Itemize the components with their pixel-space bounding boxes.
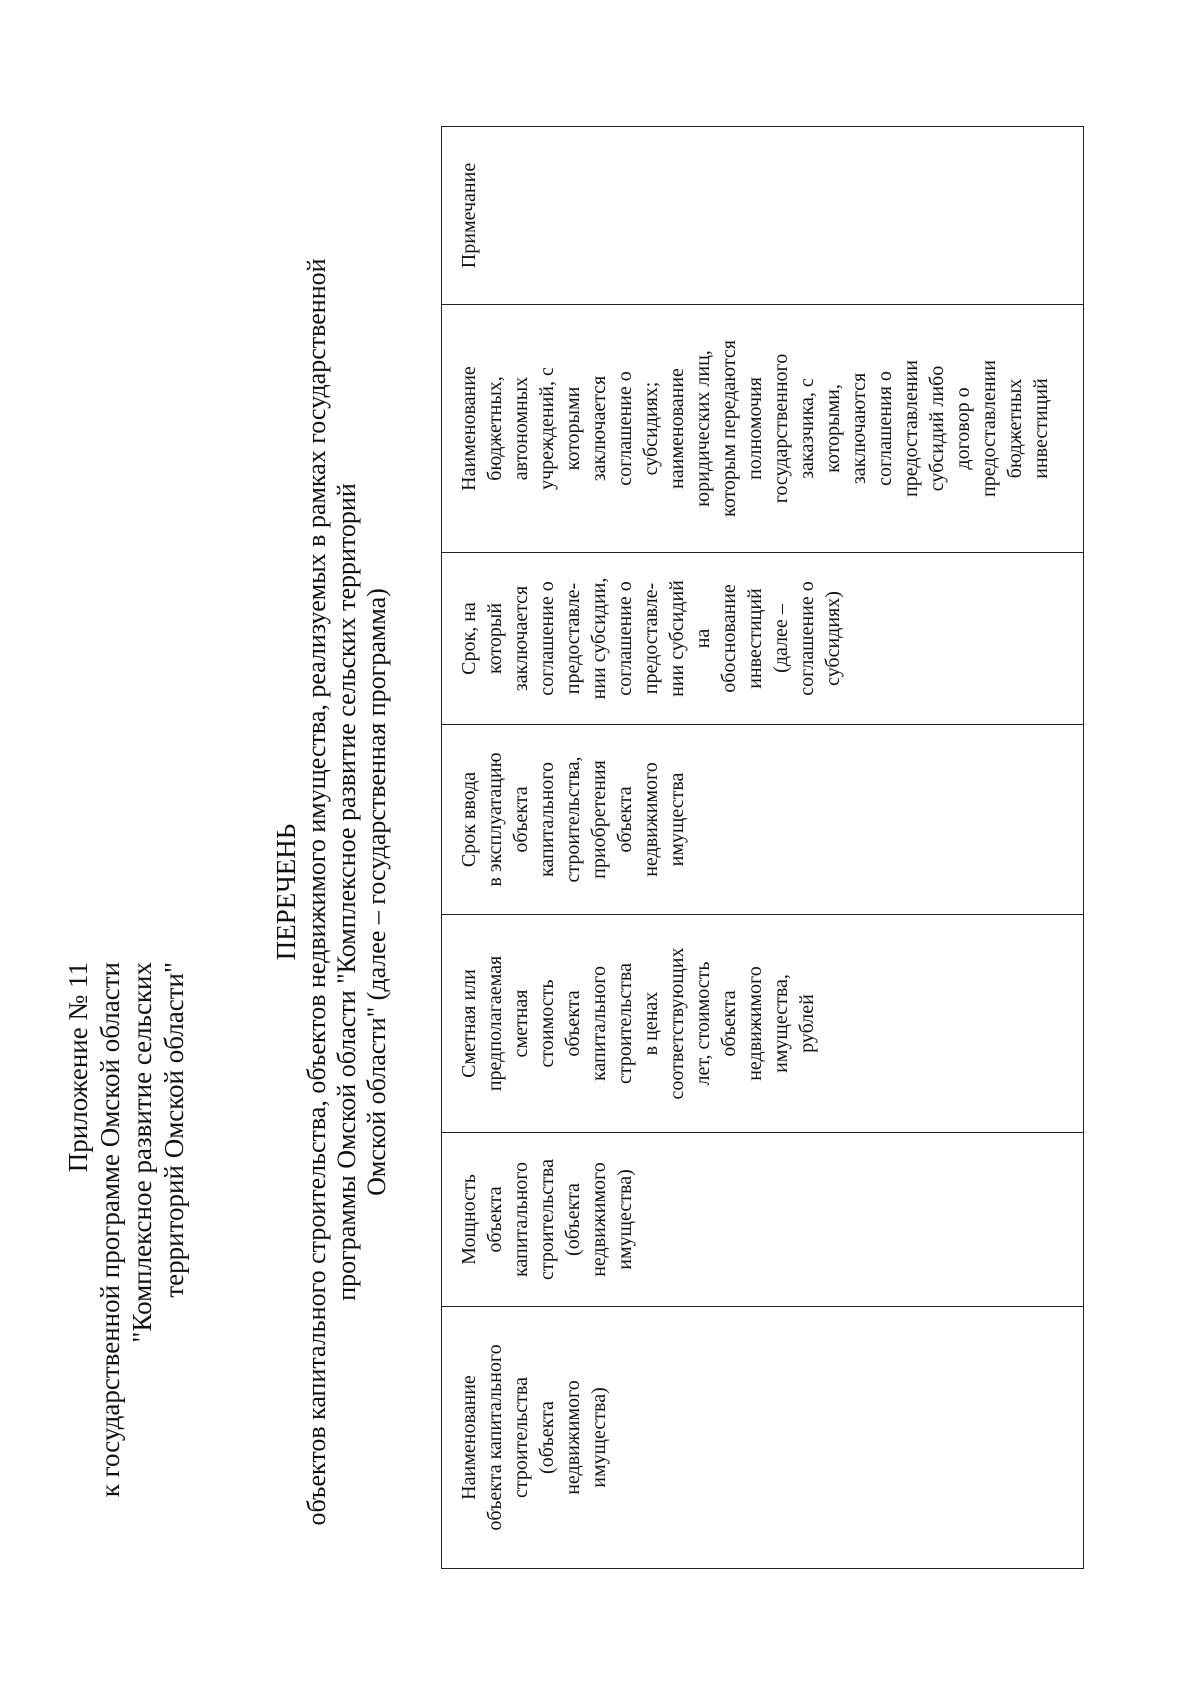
appendix-line: территорий Омской области" (159, 962, 189, 1298)
header-cell-line: полномочия (744, 377, 766, 480)
document-subtitle (302, 207, 392, 1577)
header-cell-line: недвижимого (588, 1162, 610, 1277)
header-cell-line: объекта (614, 786, 636, 853)
header-cell-line: объекта (484, 1186, 506, 1253)
header-cell-line: которым передаются (718, 340, 740, 517)
header-cell-line: соглашения о (874, 371, 896, 486)
header-cell-line: недвижимого (640, 762, 662, 877)
header-cell-line: объекта (562, 990, 584, 1057)
header-cell-line: заключается (510, 585, 532, 692)
header-cell-line: заключается (588, 375, 610, 482)
header-cell-line: соглашение о (536, 581, 558, 696)
header-cell-line: предполагаемая (484, 955, 506, 1092)
header-cell-line: Наименование (458, 1375, 480, 1500)
header-cell-agreement-term (442, 553, 1084, 725)
header-cell-line: инвестиций (1030, 378, 1052, 479)
header-cell-line: строительства, (562, 756, 584, 883)
header-cell-line: (объекта (536, 1401, 558, 1474)
header-cell-line: имущества, (770, 974, 792, 1073)
objects-table (441, 126, 1084, 1569)
header-cell-line: (далее – (770, 604, 792, 673)
header-cell-line: бюджетных (1004, 378, 1026, 479)
header-cell-line: нии субсидии, (588, 577, 610, 700)
header-cell-line: в эксплуатацию (484, 752, 506, 887)
header-cell-line: предоставлении (978, 360, 1000, 497)
header-cell-line: объекта (510, 786, 532, 853)
header-cell-line: заключаются (848, 372, 870, 485)
header-cell-line: субсидий либо (926, 365, 948, 492)
header-cell-line: обоснование (718, 584, 740, 693)
header-cell-capacity (442, 1133, 1084, 1307)
header-cell-line: предоставле- (640, 582, 662, 695)
appendix-line: к государственной программе Омской области (95, 962, 125, 1498)
header-cell-line: Примечание (458, 162, 480, 269)
header-cell-line: юридических лиц, (692, 350, 714, 507)
header-cell-line: (объекта (562, 1183, 584, 1256)
header-cell-line: соглашение о (614, 371, 636, 486)
header-cell-line: соответствующих (666, 947, 688, 1100)
header-cell-line: договор о (952, 387, 974, 470)
header-cell-line: имущества) (614, 1169, 636, 1270)
header-cell-line: заказчика, с (796, 378, 818, 479)
header-cell-note (442, 127, 1084, 305)
header-cell-line: лет, стоимость (692, 961, 714, 1086)
header-cell-line: Мощность (458, 1174, 480, 1265)
header-cell-line: строительства (510, 1377, 532, 1498)
header-cell-institutions (442, 305, 1084, 553)
header-cell-line: предоставле- (562, 582, 584, 695)
header-cell-line: капитального (536, 762, 558, 877)
subtitle-line: объектов капитального строительства, объектов недвижимого имущества, реализуемых в рамках государственной (302, 258, 331, 1526)
header-cell-line: субсидиях; (640, 381, 662, 476)
header-cell-line: недвижимого (562, 1380, 584, 1495)
header-cell-line: государственного (770, 353, 792, 504)
header-cell-line: субсидиях) (822, 591, 844, 686)
header-cell-line: которыми (562, 386, 584, 471)
header-cell-line: капитального (588, 966, 610, 1081)
header-cell-line: бюджетных, (484, 376, 506, 481)
header-cell-line: учреждений, с (536, 367, 558, 490)
header-cell-object-name (442, 1307, 1084, 1569)
header-cell-line: рублей (796, 994, 818, 1053)
header-cell-line: наименование (666, 368, 688, 489)
header-cell-line: сметная (510, 989, 532, 1058)
header-cell-line: в ценах (640, 991, 662, 1056)
document-heading: ПЕРЕЧЕНЬ (271, 823, 301, 961)
header-cell-line: Наименование (458, 366, 480, 491)
appendix-line: "Комплексное развитие сельских (127, 962, 157, 1343)
header-cell-line: которыми, (822, 384, 844, 473)
header-cell-line: Сметная или (458, 969, 480, 1078)
header-cell-line: нии субсидий (666, 580, 688, 697)
header-cell-line: объекта (718, 990, 740, 1057)
header-cell-line: автономных (510, 376, 532, 481)
header-cell-line: соглашение о (796, 581, 818, 696)
header-cell-line: строительства (614, 963, 636, 1084)
subtitle-line: программы Омской области "Комплексное развитие сельских территорий (332, 483, 361, 1301)
header-cell-line: на (692, 628, 714, 649)
header-cell-line: капитального (510, 1162, 532, 1277)
appendix-line: Приложение № 11 (63, 962, 93, 1173)
header-cell-line: инвестиций (744, 588, 766, 689)
header-cell-commissioning-date (442, 725, 1084, 915)
header-cell-line: строительства (536, 1159, 558, 1280)
title-block (270, 207, 392, 1577)
table-header-row (442, 127, 1084, 1569)
appendix-header (62, 962, 190, 1522)
header-cell-line: стоимость (536, 979, 558, 1068)
header-cell-estimated-cost (442, 915, 1084, 1133)
header-cell-line: объекта капитального (484, 1344, 506, 1531)
subtitle-line: Омской области" (далее – государственная программа) (362, 588, 391, 1196)
header-cell-line: Срок, на (458, 602, 480, 675)
header-cell-line: имущества (666, 772, 688, 867)
header-cell-line: соглашение о (614, 581, 636, 696)
header-cell-line: имущества) (588, 1387, 610, 1488)
header-cell-line: недвижимого (744, 966, 766, 1081)
header-cell-line: приобретения (588, 760, 610, 879)
header-cell-line: который (484, 602, 506, 675)
header-cell-line: Срок ввода (458, 771, 480, 868)
header-cell-line: предоставлении (900, 360, 922, 497)
